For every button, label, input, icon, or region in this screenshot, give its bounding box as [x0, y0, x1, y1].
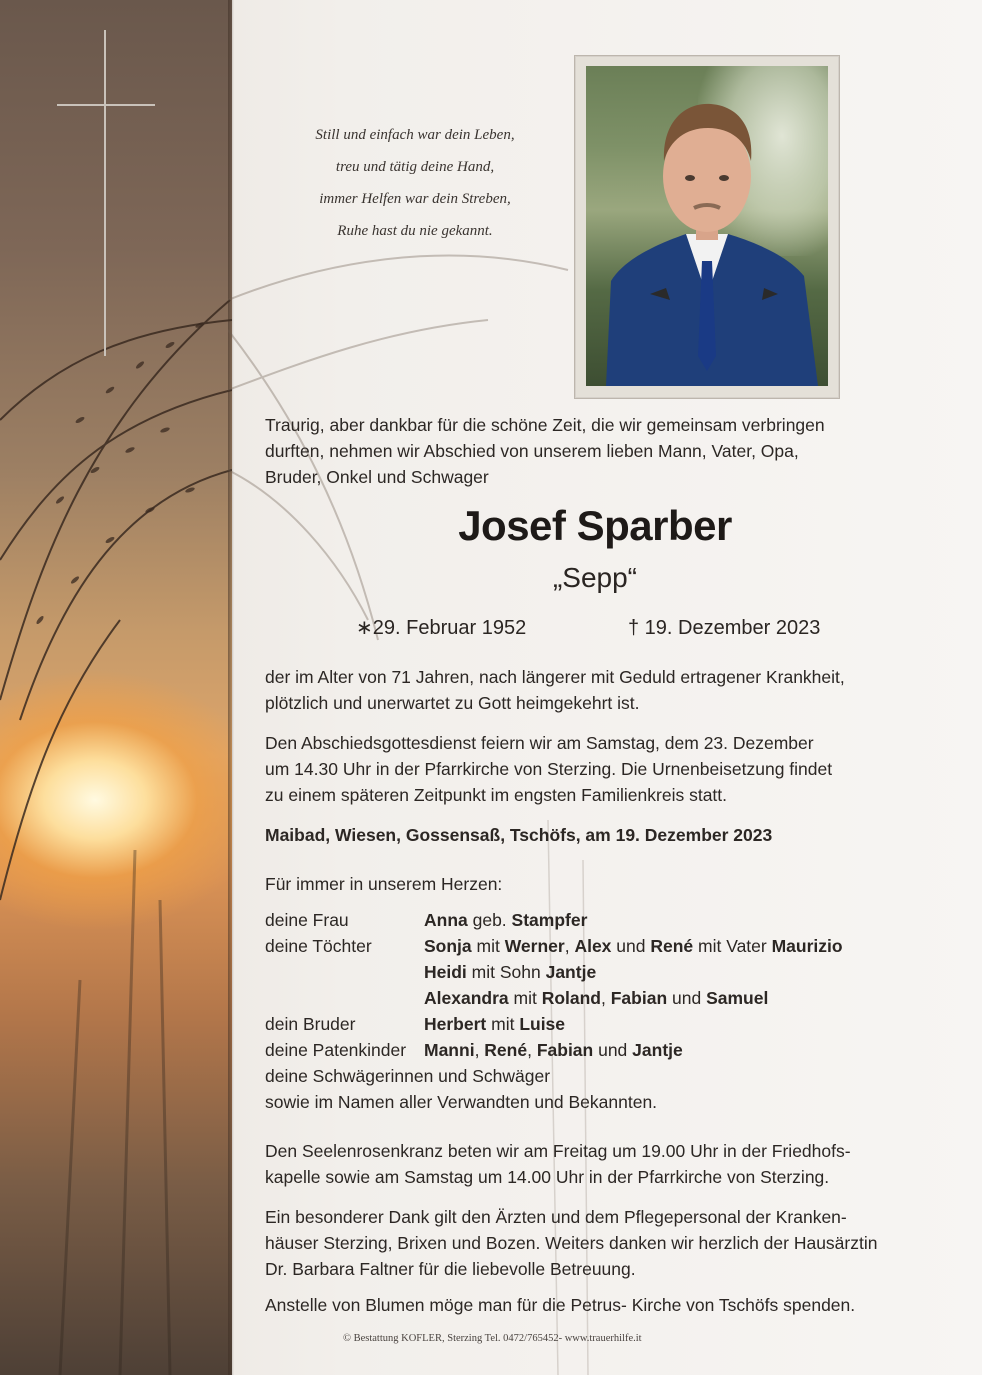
family-name: Anna [424, 910, 468, 930]
intro-text [265, 412, 905, 490]
intro-line: durften, nehmen wir Abschied von unserem lieben Mann, Vater, Opa, [265, 441, 799, 461]
family-name: Sonja [424, 936, 472, 956]
family-name: Werner [504, 936, 565, 956]
family-row-relatives [265, 1089, 925, 1115]
connector-text: , [474, 1040, 485, 1060]
birth-date: ∗29. Februar 1952 [356, 617, 527, 639]
family-name: Alexandra [424, 988, 509, 1008]
connector-text: und [593, 1040, 633, 1060]
family-row-wife [265, 907, 925, 933]
place-and-date: Maibad, Wiesen, Gossensaß, Tschöfs, am 19. Dezember 2023 [265, 825, 773, 845]
relatives-text: sowie im Namen aller Verwandten und Bekannten. [265, 1092, 658, 1112]
death-date: † 19. Dezember 2023 [628, 617, 821, 639]
family-row-brother [265, 1011, 925, 1037]
portrait-photo [586, 66, 828, 386]
family-list [265, 907, 925, 1115]
poem-line: Still und einfach war dein Leben, [315, 127, 515, 143]
intro-line: Traurig, aber dankbar für die schöne Zeit, die wir gemeinsam verbringen [265, 415, 825, 435]
connector-text: mit Sohn [466, 962, 546, 982]
memorial-poem [290, 119, 540, 247]
connector-text: mit [486, 1014, 520, 1034]
connector-text: mit Vater [693, 936, 772, 956]
connector-text: , [527, 1040, 537, 1060]
text-line: zu einem späteren Zeitpunkt im engsten Familienkreis statt. [265, 785, 728, 805]
connector-text: geb. [467, 910, 512, 930]
family-name: Heidi [424, 962, 467, 982]
family-name: Manni [424, 1040, 475, 1060]
relation-names [424, 959, 596, 985]
family-name: René [650, 936, 694, 956]
funeral-home-footer: © Bestattung KOFLER, Sterzing Tel. 0472/765452- www.trauerhilfe.it [343, 1333, 642, 1344]
connector-text: , [601, 988, 611, 1008]
poem-line: immer Helfen war dein Streben, [319, 191, 511, 207]
text-line: der im Alter von 71 Jahren, nach längerer mit Geduld ertragener Krankheit, [265, 667, 845, 687]
text-line: Dr. Barbara Faltner für die liebevolle Betreuung. [265, 1259, 636, 1279]
relation-names [424, 933, 843, 959]
relation-label: deine Töchter [265, 936, 372, 956]
thanks-paragraph [265, 1204, 905, 1282]
family-name: René [484, 1040, 528, 1060]
family-row-daughters-2 [265, 959, 925, 985]
relation-names [424, 1011, 565, 1037]
portrait-frame [574, 55, 840, 399]
rosary-paragraph [265, 1138, 905, 1190]
in-laws-text: deine Schwägerinnen und Schwäger [265, 1066, 551, 1086]
family-name: Luise [519, 1014, 566, 1034]
text-line: häuser Sterzing, Brixen und Bozen. Weiters danken wir herzlich der Hausärztin [265, 1233, 878, 1253]
poem-line: treu und tätig deine Hand, [335, 159, 495, 175]
family-name: Jantje [632, 1040, 683, 1060]
relation-names [424, 985, 768, 1011]
text-line: Den Abschiedsgottesdienst feiern wir am Samstag, dem 23. Dezember [265, 733, 814, 753]
family-name: Jantje [545, 962, 597, 982]
text-line: Den Seelenrosenkranz beten wir am Freitag um 19.00 Uhr in der Friedhofs- [265, 1141, 851, 1161]
family-name: Alex [574, 936, 612, 956]
forever-heading: Für immer in unserem Herzen: [265, 874, 503, 894]
relation-names [424, 907, 587, 933]
deceased-nickname: „Sepp“ [552, 562, 638, 593]
relation-names [424, 1037, 683, 1063]
relation-label: deine Patenkinder [265, 1040, 407, 1060]
deceased-name: Josef Sparber [458, 502, 732, 549]
poem-line: Ruhe hast du nie gekannt. [337, 223, 493, 239]
person-portrait-image [586, 66, 828, 386]
donation-paragraph: Anstelle von Blumen möge man für die Petrus- Kirche von Tschöfs spenden. [265, 1295, 856, 1315]
family-name: Herbert [424, 1014, 487, 1034]
text-line: kapelle sowie am Samstag um 14.00 Uhr in der Pfarrkirche von Sterzing. [265, 1167, 830, 1187]
passing-paragraph [265, 664, 905, 716]
sunset-photo-strip [0, 0, 232, 1375]
family-name: Roland [541, 988, 601, 1008]
family-name: Samuel [706, 988, 769, 1008]
family-row-in-laws [265, 1063, 925, 1089]
family-row-daughters [265, 933, 925, 959]
connector-text: und [667, 988, 707, 1008]
connector-text: mit [508, 988, 542, 1008]
family-name: Fabian [610, 988, 668, 1008]
connector-text: , [564, 936, 575, 956]
family-row-godchildren [265, 1037, 925, 1063]
text-line: plötzlich und unerwartet zu Gott heimgekehrt ist. [265, 693, 640, 713]
connector-text: und [611, 936, 651, 956]
intro-line: Bruder, Onkel und Schwager [265, 467, 489, 487]
relation-label: dein Bruder [265, 1014, 356, 1034]
text-line: um 14.30 Uhr in der Pfarrkirche von Sterzing. Die Urnenbeisetzung findet [265, 759, 833, 779]
family-name: Maurizio [771, 936, 843, 956]
family-name: Stampfer [511, 910, 588, 930]
relation-label: deine Frau [265, 910, 349, 930]
family-row-daughters-3 [265, 985, 925, 1011]
family-name: Fabian [536, 1040, 594, 1060]
connector-text: mit [471, 936, 505, 956]
service-paragraph [265, 730, 905, 808]
text-line: Ein besonderer Dank gilt den Ärzten und dem Pflegepersonal der Kranken- [265, 1207, 847, 1227]
cross-icon [57, 30, 157, 360]
